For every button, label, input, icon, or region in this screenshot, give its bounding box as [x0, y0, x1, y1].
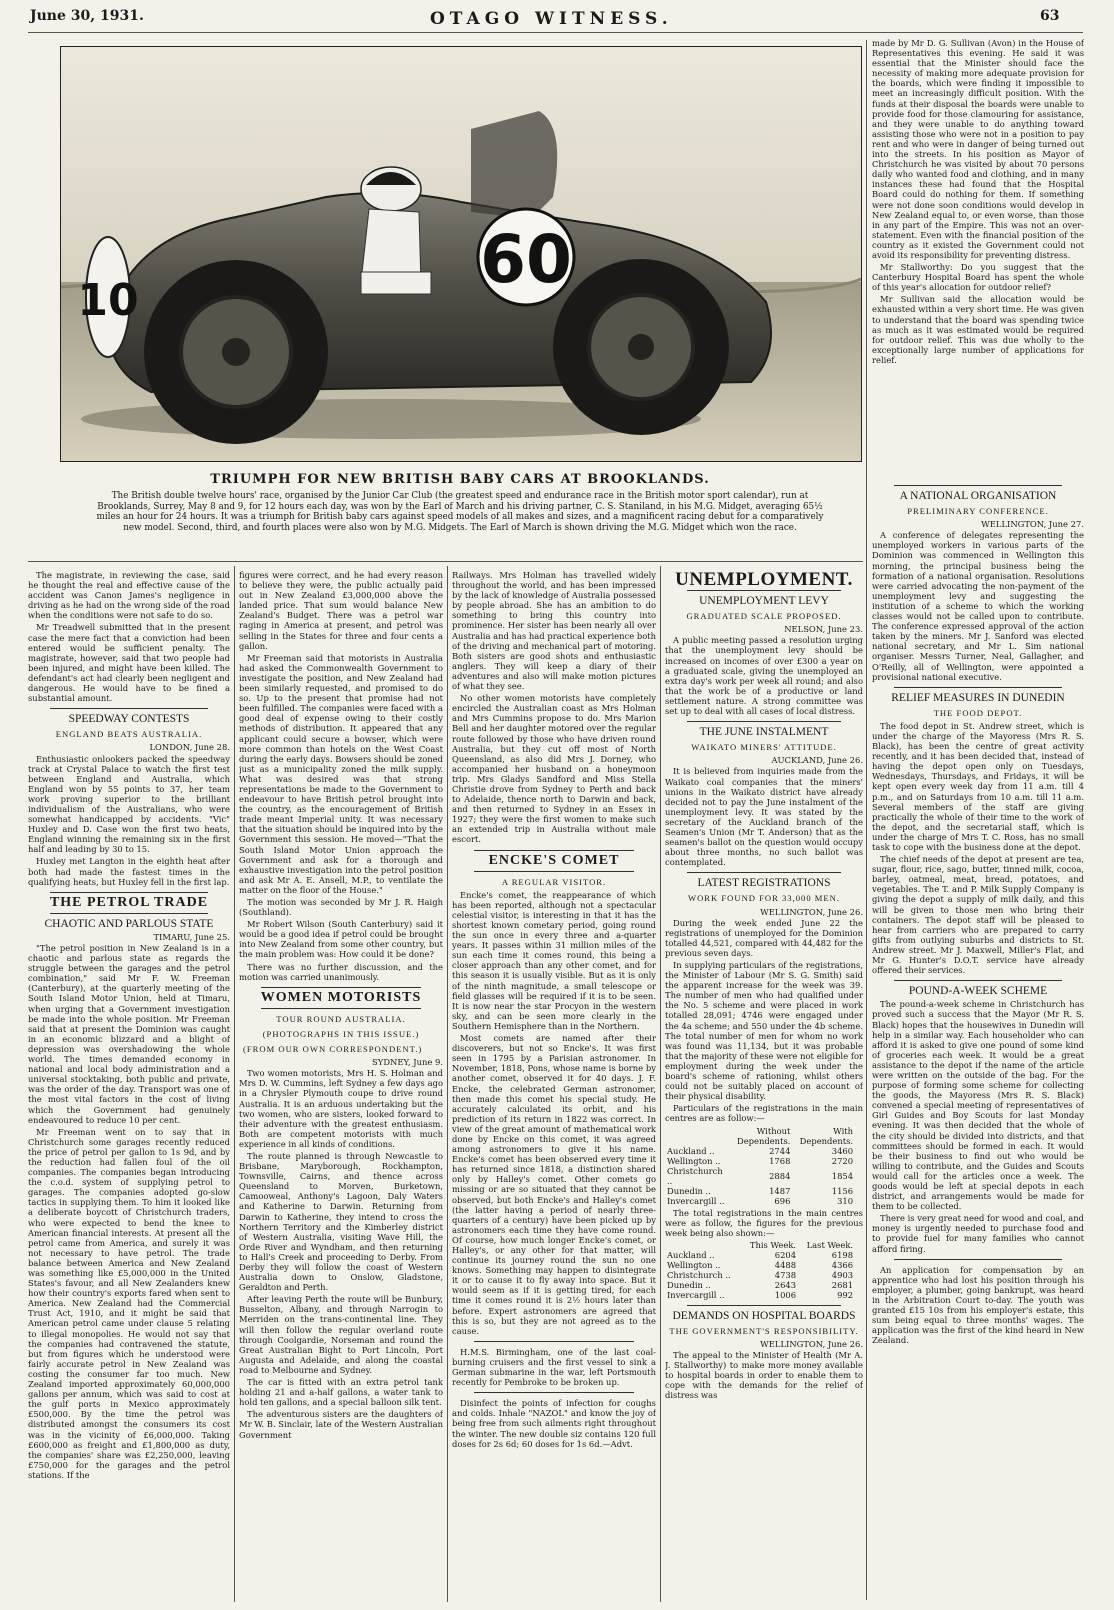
paragraph: Most comets are named after their discoverers, but not so Encke's. It was first seen in 1795 by a Parisian astronomer. In November, 1818, Pons, whose name is borne by another comet, observed it for 40 days. J. F. Encke, the celebrated German astronomer, then made this comet his special study. He accurately calculated its orbit, and his prediction of its return in 1822 was correct. In view of the great amount of mathematical work done by Encke on this comet, it was agreed among astronomers to give it his name. Encke's comet has been observed every time it has returned since 1818, a distinction shared only by Halley's comet. Other comets go missing or are so situated that they cannot be observed, but both Encke's and Halley's comet (the latter having a period of nearly three-quarters of a century) have been picked up by astronomers each time they have come round. Of course, how much longer Encke's comet, or Halley's, or any other for that matter, will continue its journey round the sun no one knows. Something may happen to disintegrate it or to cause it to fly away into space. But it would seem as if it is getting tired, for each time it comes round it is 2½ hours later than before. Expert astronomers are agreed that this is so, but they are not agreed as to the cause.: [452, 1033, 656, 1336]
registrations-weekly-table: [665, 1240, 855, 1300]
paragraph: made by Mr D. G. Sullivan (Avon) in the House of Representatives this evening. He said it was essential that the Minister should face the necessity of making more adequate provision for the boards, which were finding it impossible to meet an increasingly difficult position. With the funds at their disposal the boards were unable to provide food for those clamouring for assistance, and they were unable to do anything toward assisting those who were not in a position to pay rent and who were in danger of being turned out into the streets. In his position as Mayor of Christchurch he was visited by about 70 persons daily who wanted food and clothing, and in many instances these had found that the Hospital Board could do nothing for them. If something were not done soon conditions would develop in New Zealand equal to, or even worse, than those in any part of the Empire. This was not an over-statement. Even with the financial position of the country as it existed the Government could not avoid its responsibility for preventing distress.: [872, 38, 1084, 260]
table-row: Auckland .. 2744 3460: [667, 1145, 854, 1156]
photo-illustration: [61, 47, 861, 461]
dateline: WELLINGTON, June 26.: [760, 906, 863, 917]
subhead: THE GOVERNMENT'S RESPONSIBILITY.: [669, 1325, 859, 1336]
paragraph: Huxley met Langton in the eighth heat after both had made the fastest times in the qualifying heats, but Huxley fell in the first lap.: [28, 856, 230, 887]
headline-june-instalment: THE JUNE INSTALMENT: [699, 726, 829, 739]
table-row: Invercargill .. 696 310: [667, 1195, 854, 1206]
table-row: Invercargill .. 1006 992: [667, 1289, 854, 1300]
table-row: Wellington .. 1768 2720: [667, 1155, 854, 1166]
paragraph: figures were correct, and he had every reason to believe they were, the public actually paid out in New Zealand £3,000,000 above the landed price. That sum would balance New Zealand's Budget. There was a petrol war raging in America at present, and petrol was selling in the States for three and four cents a gallon.: [239, 570, 443, 651]
dateline: NELSON, June 23.: [784, 624, 863, 635]
table-row: Christchurch .. 4738 4903: [667, 1269, 854, 1280]
paragraph: Encke's comet, the reappearance of which has been reported, although not a spectacular celestial visitor, is interesting in that it has the shortest known cometary period, going round the sun once in every three and a-quarter years. It passes within 31 million miles of the sun each time it comes round, this being a closer approach than any other comet, and for this season it is usually visible. But as it is only of the ninth magnitude, a small telescope or field glasses will be required if it is to be seen. It is now near the star Procyon in the western sky, and can be seen more clearly in the Southern Hemisphere than in the Northern.: [452, 889, 656, 1031]
headline-relief-measures: RELIEF MEASURES IN DUNEDIN: [891, 691, 1065, 704]
headline-latest-registrations: LATEST REGISTRATIONS: [697, 877, 831, 890]
headline-women-motorists: WOMEN MOTORISTS: [260, 989, 422, 1005]
subhead: PRELIMINARY CONFERENCE.: [907, 506, 1049, 517]
dateline: AUCKLAND, June 26.: [771, 755, 863, 766]
column-rule: [234, 566, 235, 1602]
table-header-row: This Week. Last Week.: [749, 1239, 854, 1250]
column-rule: [447, 566, 448, 1602]
rule: [894, 485, 1062, 486]
paragraph: Mr Freeman said that motorists in Australia had asked the Commonwealth Government to investigate the position, and New Zealand had been similarly requested, and promised to do so. Up to the present that promise had not been fulfilled. The companies were faced with a good deal of expense owing to their costly methods of distribution. It appeared that any applicant could secure a bowser, which were more common than hotels on the West Coast during the early days. Bowsers should be zoned just as a municipality zoned the milk supply. What was desired was that strong representations be made to the Government to endeavour to have British petrol brought into the country, as the encouragement of British trade meant Imperial unity. It was necessary that the situation should be inquired into by the Government this session. He moved—"That the South Island Motor Union approach the Government and ask for a thorough and exhaustive investigation into the petrol position and ask Mr A. E. Ansell, M.P., to ventilate the matter on the floor of the House.": [239, 652, 443, 895]
paragraph: Particulars of the registrations in the main centres are as follow:—: [665, 1103, 863, 1124]
column-2: [239, 570, 443, 1602]
paragraph: A conference of delegates representing the unemployed workers in various parts of the Dominion was commenced in Wellington this morning, the principal business being the formation of a national organisation. Resolutions were carried advocating the non-payment of the unemployment levy and suggesting the institution of a scheme to which the working classes would not be called upon to contribute. The conference expressed approval of the action taken by the miners. Mr J. Sanford was elected national secretary, and Mr L. Sim national organiser. Messrs Turner, Neal, Gallagher, and O'Reilly, all of Wellington, were appointed a provisional national executive.: [872, 530, 1084, 682]
paragraph: There was no further discussion, and the motion was carried unanimously.: [239, 961, 443, 982]
dateline: SYDNEY, June 9.: [372, 1057, 443, 1068]
subhead: CHAOTIC AND PARLOUS STATE: [44, 917, 214, 930]
table-row: Dunedin .. 1487 1156: [667, 1185, 854, 1196]
paragraph: The chief needs of the depot at present are tea, sugar, flour, rice, sago, butter, tinned milk, cocoa, barley, oatmeal, meat, bread, potatoes, and vegetables. The T. and P. Milk Supply Company is giving the depot a supply of milk daily, and this will be given to those men who bring their containers. The depot staff will be pleased to hear from carriers who are prepared to carry gifts from outlying suburbs and districts to St. Andrew street. Mr J. Maxwell, Miller's Flat, and Mr G. Hunter's D.O.T. service have already offered their services.: [872, 854, 1084, 976]
paragraph: Two women motorists, Mrs H. S. Holman and Mrs D. W. Cummins, left Sydney a few days ago in a Chrysler Plymouth coupe to drive round Australia. It is an arduous undertaking but the two women, who are sisters, looked forward to their adventure with the greatest enthusiasm. Both are competent motorists with much experience in all kinds of conditions.: [239, 1068, 443, 1149]
race-car-photo: [60, 46, 862, 462]
paragraph: The total registrations in the main centres were as follow, the figures for the previous week being also shown:—: [665, 1207, 863, 1238]
paragraph: The car is fitted with an extra petrol tank holding 21 and a-half gallons, a water tank to hold ten gallons, and a special balloon silk tent.: [239, 1377, 443, 1408]
registrations-dependents-table: [665, 1126, 855, 1206]
paragraph: Mr Treadwell submitted that in the present case the mere fact that a conviction had been entered would be sufficient penalty. The magistrate, however, said that two people had been injured, and might have been killed. The defendant's act had clearly been negligent and dangerous. He would have to be fined a substantial amount.: [28, 622, 230, 704]
rule: [50, 913, 208, 914]
subhead: A REGULAR VISITOR.: [501, 876, 607, 887]
dateline: TIMARU, June 25.: [153, 931, 230, 942]
paragraph: It is believed from inquiries made from the Waikato coal companies that the miners' unions in the Waikato district have already decided not to pay the June instalment of the unemployment levy. It was stated by the secretary of the Auckland branch of the Seamen's Union (Mr T. Anderson) that as the seamen's ballot on the question would occupy about three months, no such ballot was contemplated.: [665, 766, 863, 868]
paragraph: No other women motorists have completely encircled the Australian coast as Mrs Holman and Mrs Cummins propose to do. Mrs Marion Bell and her daughter motored over the regular route followed by those who have driven round Australia, but they cut off most of North Queensland, as also did Mrs J. Dorney, who accompanied her husband on a honeymoon trip. Mrs Gladys Sandford and Miss Stella Christie drove from Sydney to Perth and back to Adelaide, thence north to Darwin and back, and then returned to Sydney in an Essex in 1927; they were the first women to make such an extended trip in Australia without male escort.: [452, 693, 656, 845]
paragraph: Mr Sullivan said the allocation would be exhausted within a very short time. He was given to understand that the board was spending twice as much as it was estimated would be required for outdoor relief. This was due wholly to the exceptionally large number of applications for relief.: [872, 294, 1084, 365]
headline-hospital-boards: DEMANDS ON HOSPITAL BOARDS: [672, 1309, 856, 1322]
car-number: 60: [480, 221, 572, 298]
paragraph: There is very great need for wood and coal, and money is urgently needed to purchase food and to provide fuel for many families who cannot afford firing.: [872, 1213, 1084, 1254]
paragraph: The appeal to the Minister of Health (Mr A. J. Stallworthy) to make more money available to hospital boards in order to enable them to cope with the demands for the relief of distress was: [665, 1350, 863, 1401]
table-row: Christchurch .. 2884 1854: [667, 1165, 854, 1186]
column-1: [28, 570, 230, 1602]
paragraph: Mr Robert Wilson (South Canterbury) said it would be a good idea if petrol could be brought into New Zealand from some other country, but the main problem was: How could it be done?: [239, 919, 443, 960]
rule: [894, 1259, 1062, 1260]
column-4: [665, 570, 863, 1602]
table-row: Auckland .. 6204 6198: [667, 1249, 854, 1260]
subhead: WAIKATO MINERS' ATTITUDE.: [691, 742, 837, 753]
paragraph: The adventurous sisters are the daughters of Mr W. B. Sinclair, late of the Western Australian Government: [239, 1409, 443, 1440]
dateline: WELLINGTON, June 26.: [760, 1338, 863, 1349]
paragraph: The pound-a-week scheme in Christchurch has proved such a success that the Mayor (Mr R. S. Black) hopes that the housewives in Dunedin will help in a similar way. Each householder who can afford it is asked to give one pound of some kind of groceries each week. It would be a great assistance to the depot if the name of the article were written on the outside of the bag. For the purpose of forming some scheme for collecting the goods, the Mayoress (Mrs R. S. Black) convened a special meeting of representatives of Girl Guides and Boy Scouts for last Monday evening. It was then decided that the whole of the city should be divided into districts, and that committees should be formed in each. It would be their business to find out who would be willing to contribute, and the Guides and Scouts would call for the articles once a week. The goods would be left at special depots in each district, and arrangements would be made for them to be collected.: [872, 999, 1084, 1212]
paragraph: "The petrol position in New Zealand is in a chaotic and parlous state as regards the struggle between the garages and the petrol combination," said Mr F. W. Freeman (Canterbury), at the quarterly meeting of the South Island Motor Union, held at Timaru, when urging that a Government investigation be made into the whole position. Mr Freeman said that at present the Dominion was caught in an economic blizzard and a blight of depression was overshadowing the whole world. The times demanded economy in national and local body administration and a universal stocktaking, both public and private, was the order of the day. Transport was one of the most vital factors in the cost of living which the Government had genuinely endeavoured to reduce 10 per cent.: [28, 943, 230, 1125]
rule: [474, 871, 634, 872]
paragraph: An application for compensation by an apprentice who had lost his position through his employer, a plumber, going bankrupt, was heard in the Arbitration Court to-day. The youth was granted £15 10s from his employer's estate, this sum being equal to three months' wages. The application was the first of the kind heard in New Zealand.: [872, 1264, 1084, 1346]
correspondent: (FROM OUR OWN CORRESPONDENT.): [243, 1044, 423, 1055]
rule: [474, 1392, 634, 1393]
headline-enckes-comet: ENCKE'S COMET: [488, 852, 620, 868]
rule: [474, 850, 634, 851]
rule: [687, 721, 841, 722]
paragraph: The food depot in St. Andrew street, which is under the charge of the Mayoress (Mrs R. S. Black), has been the centre of great activity recently, and it has been decided that, instead of having the depot open only on Tuesdays, Wednesdays, Thursdays, and Fridays, it will be kept open every week day from 11 a.m. till 4 p.m., and on Saturdays from 10 a.m. till 11 a.m. Several members of the staff are giving practically the whole of their time to the work of the depot, and the secretarial staff, which is under the charge of Mrs T. C. Ross, has no small task to cope with the business done at the depot.: [872, 720, 1084, 852]
subhead: THE FOOD DEPOT.: [933, 707, 1023, 718]
rule: [687, 872, 841, 873]
paragraph: The route planned is through Newcastle to Brisbane, Maryborough, Rockhampton, Townsville, Cairns, and thence across Queensland to Morven, Burketown, Camooweal, Anthony's Lagoon, Daly Waters and Katherine to Darwin. Returning from Darwin to Katherine, they intend to cross the Northern Territory and the Kimberley district of Western Australia, visiting Wave Hill, the Orde River and Wyndham, and then returning to Hall's Creek and proceeding to Derby. From Derby they will follow the coast of Western Australia down to Onslow, Gladstone, Geraldton and Perth.: [239, 1150, 443, 1293]
subhead: ENGLAND BEATS AUSTRALIA.: [55, 729, 203, 740]
rule: [50, 892, 208, 893]
rule: [50, 708, 208, 709]
paragraph: A public meeting passed a resolution urging that the unemployment levy should be increased on incomes of over £300 a year on a graduated scale, giving the unemployed an extra day's work per week all round; and also that the work be of a productive or land settlement nature. A strong committee was set up to deal with all cases of local distress.: [665, 635, 863, 717]
paragraph: Railways. Mrs Holman has travelled widely throughout the world, and has been impressed by the lack of knowledge of Australia possessed by people abroad. She has an ambition to do something to bring this country into prominence. Her sister has been nearly all over Australia and has had practical experience both of the driving and mechanical part of motoring. Both sisters are good shots and enthusiastic anglers. They will keep a diary of their adventures and also will make motion pictures of what they see.: [452, 570, 656, 692]
rule: [474, 1341, 634, 1342]
issue-date: June 30, 1931.: [30, 8, 144, 24]
paragraph: The motion was seconded by Mr J. R. Haigh (Southland).: [239, 897, 443, 918]
headline-unemployment: UNEMPLOYMENT.: [675, 570, 853, 590]
rule: [894, 980, 1062, 981]
section-rule: [28, 561, 863, 562]
header-rule: [28, 32, 1083, 33]
paragraph: Enthusiastic onlookers packed the speedway track at Crystal Palace to watch the first test between England and Australia, which England won by 55 points to 37, her team work proving superior to the brilliant individualism of the Australians, who were somewhat handicapped by accidents. "Vic" Huxley and D. Case won the first two heats, England winning the remaining six in the first half and leading by 30 to 15.: [28, 753, 230, 855]
subhead: WORK FOUND FOR 33,000 MEN.: [687, 893, 841, 904]
rule: [261, 1008, 421, 1009]
photo-caption: The British double twelve hours' race, organised by the Junior Car Club (the greatest speed and endurance race in the British motor sport calendar), run at Brooklands, Surrey, May 8 and 9, for 12 hours each day, was won by the Earl of March and his driving partner, C. S. Staniland, in his M.G. Midget, averaging 65½ miles an hour for 24 hours. It was a triumph for British baby cars against speed models of all makes and sizes, and a magnificent racing debut for a comparatively new model. Second, third, and fourth places were also won by M.G. Midgets. The Earl of March is shown driving the M.G. Midget which won the race.: [96, 491, 824, 533]
rear-car-number: 10: [77, 275, 139, 326]
column-rule: [660, 566, 661, 1602]
headline-petrol-trade: THE PETROL TRADE: [49, 894, 209, 910]
paragraph: Mr Stallworthy: Do you suggest that the Canterbury Hospital Board has spent the whole of this year's allocation for outdoor relief?: [872, 262, 1084, 293]
rule: [261, 987, 421, 988]
subhead: UNEMPLOYMENT LEVY: [699, 595, 829, 608]
headline-pound-a-week: POUND-A-WEEK SCHEME: [908, 985, 1048, 998]
hospital-boards-continued: [872, 38, 1084, 473]
paragraph: H.M.S. Birmingham, one of the last coal-burning cruisers and the first vessel to sink a German submarine in the war, left Portsmouth recently for Pembroke to be broken up.: [452, 1346, 656, 1388]
paragraph: In supplying particulars of the registrations, the Minister of Labour (Mr S. G. Smith) said the apparent increase for the week was 39. The number of men who had qualified under the No. 5 scheme and were placed in work totalled 28,091; 4746 were engaged under the 4a scheme; and 550 under the 4b scheme. The total number of men for whom no work was found was 11,134, but it was probable that the majority of these were not eligible for employment during the week under the board's scheme of rationing, whilst others could not be suitably placed on account of their physical disability.: [665, 960, 863, 1102]
paragraph: Mr Freeman went on to say that in Christchurch some garages recently reduced the price of petrol per gallon to 1s 9d, and by the reduction had fallen foul of the oil companies. The companies began introducing the c.o.d. system of supplying petrol to garages. The companies adopted go-slow tactics in supplying them. To him it looked like a deliberate boycott of Christchurch traders, who were expected to bend the knee to American financial interests. At present all the petrol came from America, and surely it was not necessary to have petrol. The trade balance between America and New Zealand was something like £5,000,000 in the United States's favour, and all New Zealanders knew how their country's exports fared when sent to America. New Zealand had the Commercial Trust Act, 1910, and it might be said that American petrol came under clause 5 relating to illegal monopolies. He would not say that the companies had contravened the statute, but from figures which he understood were fairly accurate petrol in New Zealand was costing the consumer far too much. New Zealand imported approximately 60,000,000 gallons per annum, which was said to cost at the gulf ports in Mexico approximately £500,000. By the time the petrol was distributed amongst the consumers its cost was in the vicinity of £6,000,000. Taking £600,000 as freight and £1,800,000 as duty, the companies' share was £2,250,000, leaving £750,000 for the garages and the petrol stations. If the: [28, 1126, 230, 1480]
advertisement: Disinfect the points of infection for coughs and colds. Inhale "NAZOL" and know the joy of being free from such ailments right throughout the winter. The new double siz contains 120 full doses for 2s 6d; 60 doses for 1s 6d.—Advt.: [452, 1398, 656, 1449]
rule: [687, 590, 841, 591]
page-number: 63: [1040, 8, 1060, 24]
table-row: Wellington .. 4488 4366: [667, 1259, 854, 1270]
column-3: [452, 570, 656, 1602]
dateline: LONDON, June 28.: [149, 742, 230, 753]
dateline: WELLINGTON, June 27.: [981, 519, 1084, 530]
headline-speedway: SPEEDWAY CONTESTS: [68, 713, 190, 726]
rule: [687, 1305, 841, 1306]
subhead: TOUR ROUND AUSTRALIA.: [276, 1013, 406, 1024]
table-header-row: Without Dependents. With Dependents.: [736, 1125, 854, 1146]
masthead: OTAGO WITNESS.: [430, 9, 673, 29]
paragraph: The magistrate, in reviewing the case, said he thought the real and effective cause of the accident was Canon James's negligence in driving as he had on the wrong side of the road when the conditions were not safe to do so.: [28, 570, 230, 621]
subhead: (PHOTOGRAPHS IN THIS ISSUE.): [262, 1028, 420, 1039]
headline-national-organisation: A NATIONAL ORGANISATION: [899, 490, 1057, 502]
column-rule: [866, 40, 867, 1600]
subhead: GRADUATED SCALE PROPOSED.: [686, 611, 842, 622]
column-5: [872, 480, 1084, 1602]
paragraph: During the week ended June 22 the registrations of unemployed for the Dominion totalled 44,521, compared with 44,482 for the previous seven days.: [665, 917, 863, 958]
rule: [894, 687, 1062, 688]
table-row: Dunedin .. 2643 2681: [667, 1279, 854, 1290]
photo-title: TRIUMPH FOR NEW BRITISH BABY CARS AT BROOKLANDS.: [210, 472, 710, 487]
paragraph: After leaving Perth the route will be Bunbury, Busselton, Albany, and through Narrogin to Merriden on the trans-continental line. They will then follow the regular overland route through Coolgardie, Norseman and round the Great Australian Bight to Port Lincoln, Port Augusta and Adelaide, and along the coastal road to Melbourne and Sydney.: [239, 1294, 443, 1375]
